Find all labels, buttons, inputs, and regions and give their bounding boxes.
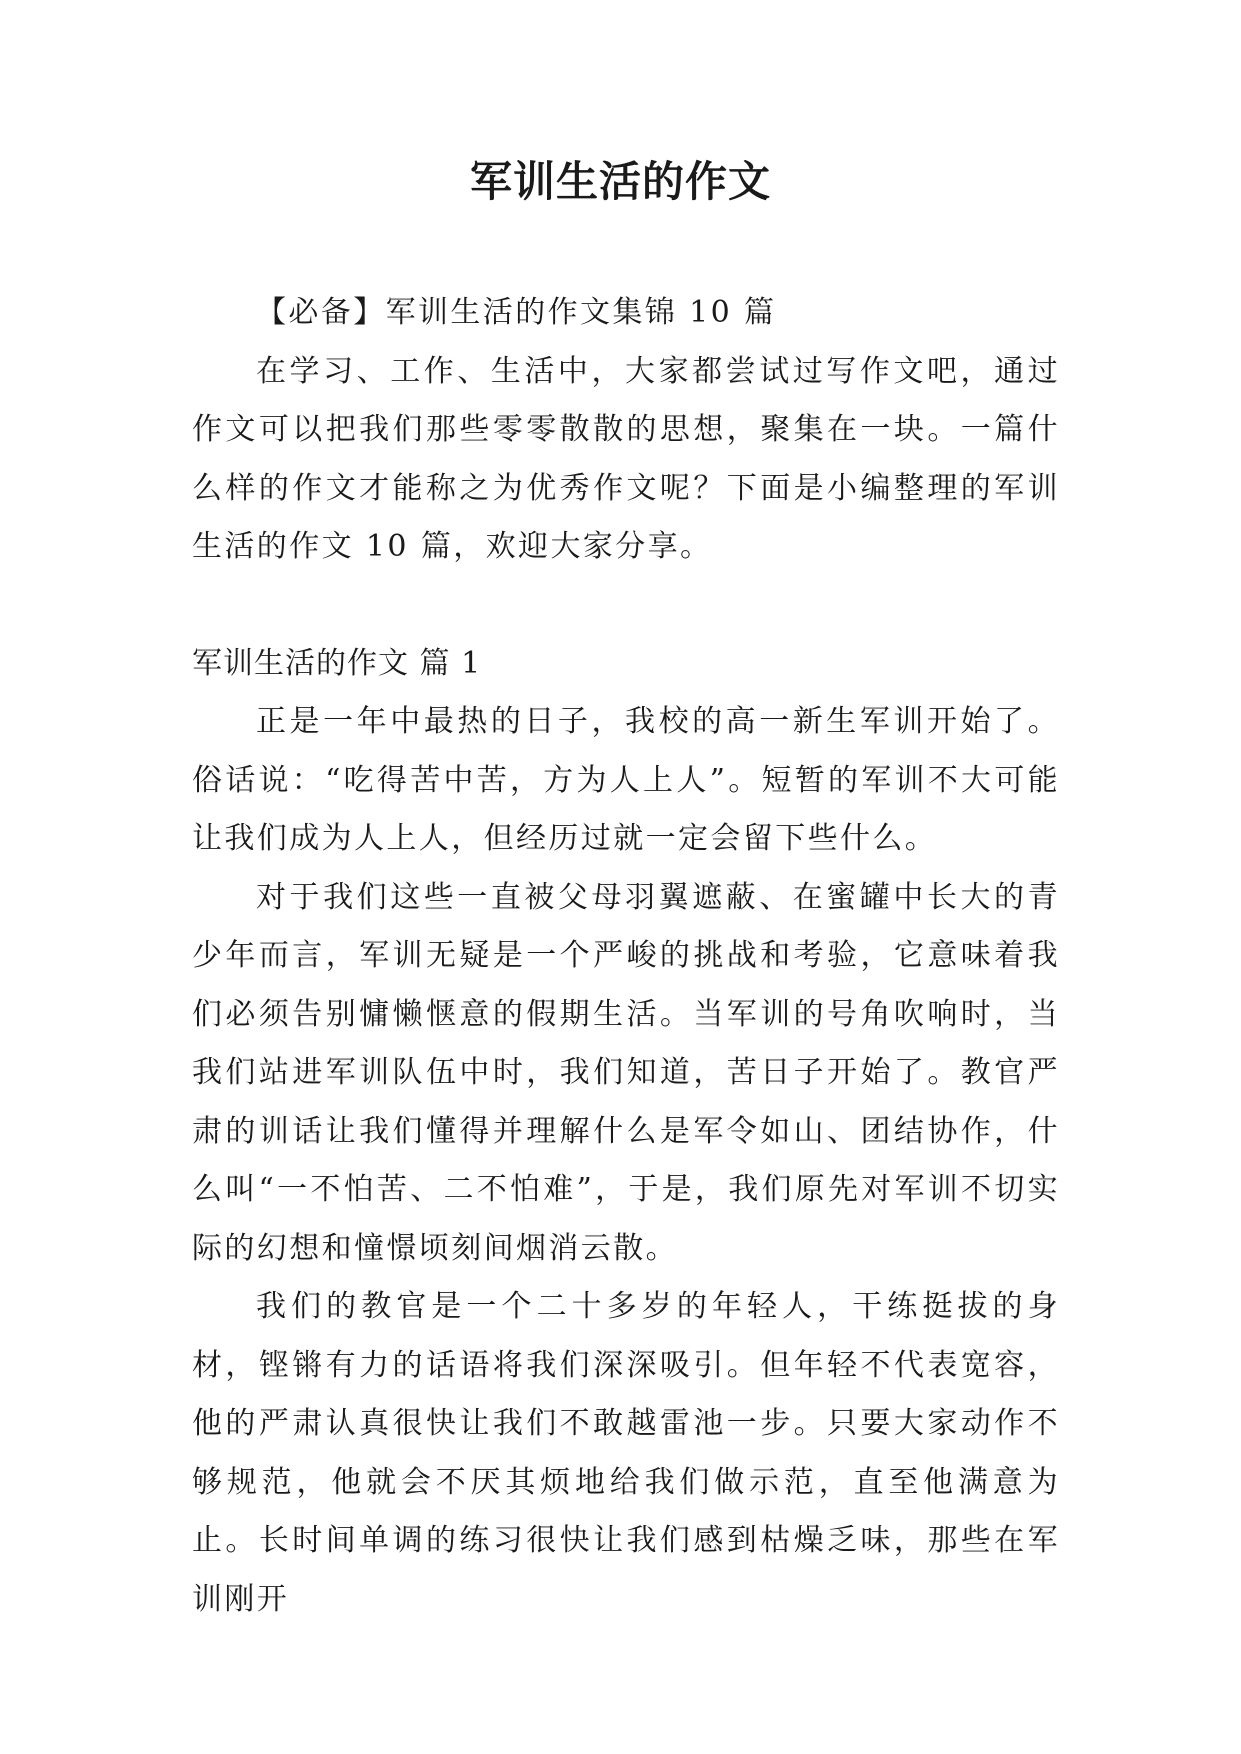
subtitle-line: 【必备】军训生活的作文集锦 10 篇 — [256, 295, 777, 330]
section-spacer — [192, 577, 1060, 635]
intro-paragraph: 在学习、工作、生活中，大家都尝试过写作文吧，通过作文可以把我们那些零零散散的思想，聚集在一块。一篇什么样的作文才能称之为优秀作文呢？下面是小编整理的军训生活的作文 10 篇，欢迎大家分享。 — [192, 353, 1060, 564]
document-title: 军训生活的作文 — [469, 157, 771, 206]
document-body — [192, 284, 1060, 1629]
body-paragraph-1: 正是一年中最热的日子，我校的高一新生军训开始了。俗话说：“吃得苦中苦，方为人上人”。短暂的军训不大可能让我们成为人上人，但经历过就一定会留下些什么。 — [192, 704, 1060, 856]
body-paragraph-2: 对于我们这些一直被父母羽翼遮蔽、在蜜罐中长大的青少年而言，军训无疑是一个严峻的挑战和考验，它意味着我们必须告别慵懒惬意的假期生活。当军训的号角吹响时，当我们站进军训队伍中时，我们知道，苦日子开始了。教官严肃的训话让我们懂得并理解什么是军令如山、团结协作，什么叫“一不怕苦、二不怕难”，于是，我们原先对军训不切实际的幻想和憧憬顷刻间烟消云散。 — [192, 879, 1060, 1266]
body-paragraph-3: 我们的教官是一个二十多岁的年轻人，干练挺拔的身材，铿锵有力的话语将我们深深吸引。但年轻不代表宽容，他的严肃认真很快让我们不敢越雷池一步。只要大家动作不够规范，他就会不厌其烦地给我们做示范，直至他满意为止。长时间单调的练习很快让我们感到枯燥乏味，那些在军训刚开 — [192, 1289, 1060, 1617]
section-heading: 军训生活的作文 篇 1 — [192, 645, 482, 681]
